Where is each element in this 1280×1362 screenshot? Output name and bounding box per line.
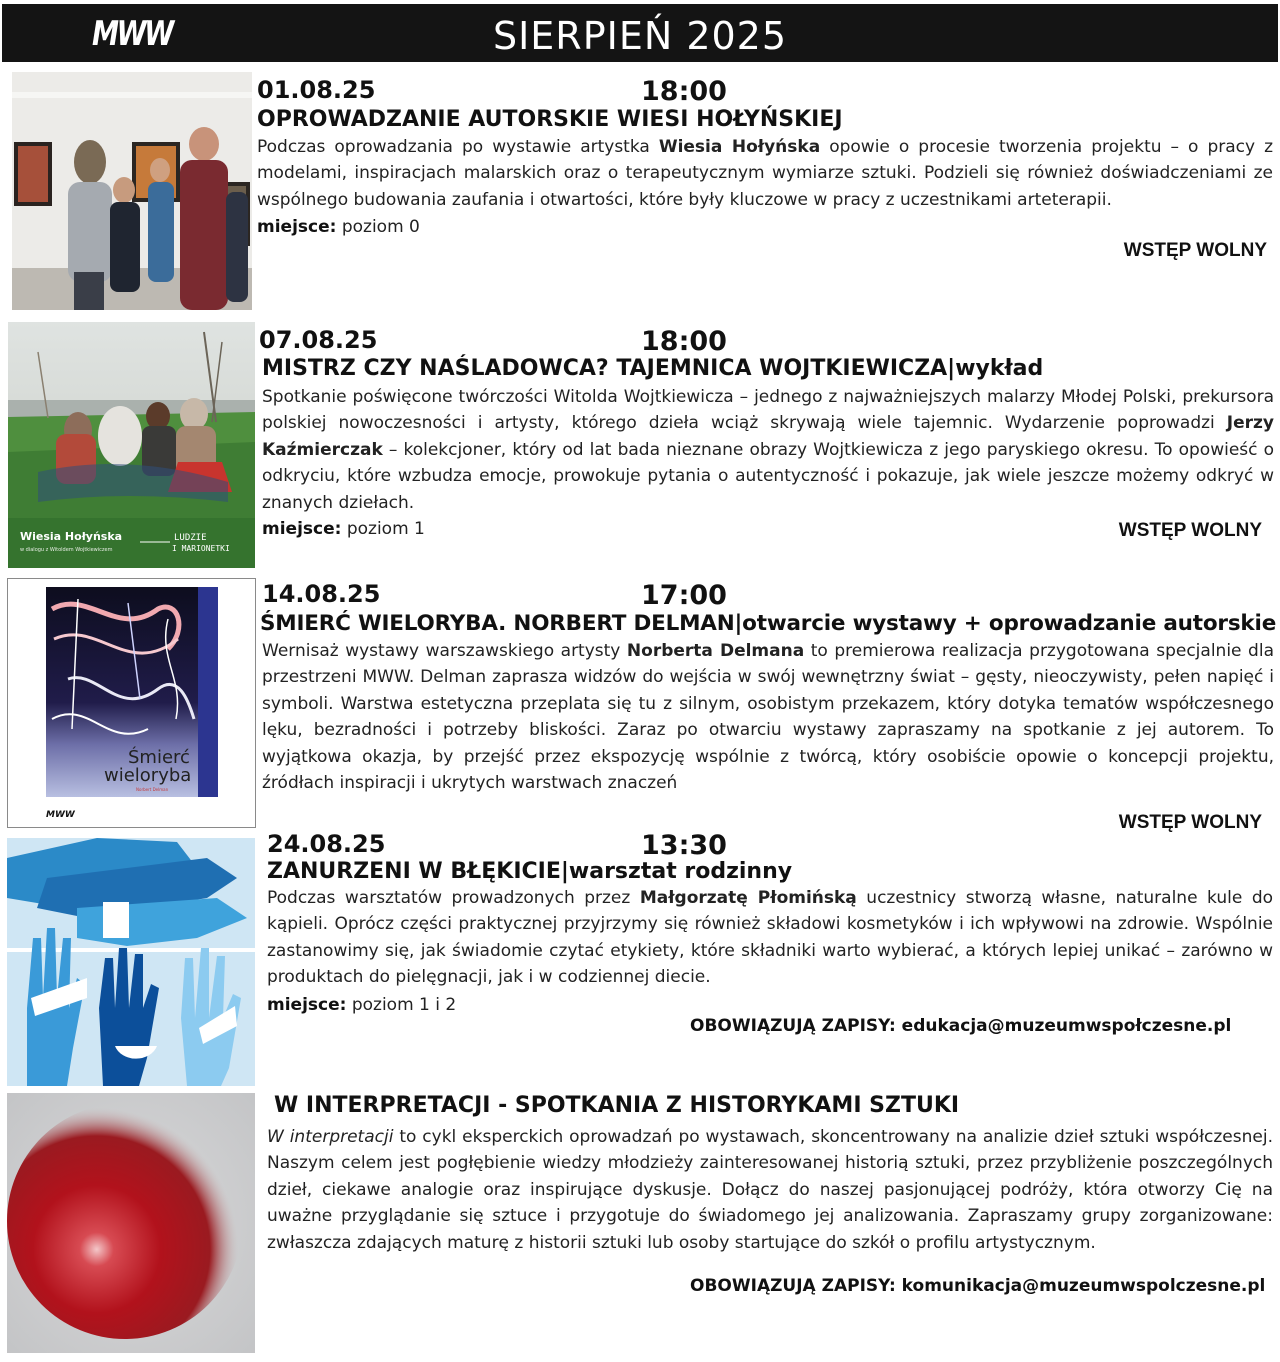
event-2-poster: [8, 322, 255, 568]
event-description: Podczas warsztatów prowadzonych przez Małgorzatę Płomińską uczestnicy stworzą własne, naturalne kule do kąpieli. Oprócz części praktycznej przyjrzymy się również składowi kosmetyków i ich wpływowi na zdrowie. Wspólnie zastanowimy się, jak świadomie czytać etykiety, które składniki warto wybierać, a których lepiej unikać – zarówno w produktach do pielęgnacji, jak i w codziennej diecie.: [267, 888, 1274, 988]
event-description: W interpretacji to cykl eksperckich oprowadzań po wystawach, skoncentrowany na analizie dzieł sztuki współczesnej. Naszym celem jest pogłębienie wiedzy młodzieży zainteresowanej historią sztuki, przez przybliżenie poszczególnych dzieł, ciekawe analogie oraz inspirujące dyskusje. Dołącz do naszej pasjonującej podróży, która otworzy Cię na uważne przyglądanie się sztuce i przygotuje do świadomego jej analizowania. Zapraszamy grupy zorganizowane: zwłaszcza zdających maturę z historii sztuki lub osoby startujące do szkół o profilu artystycznym.: [267, 1127, 1273, 1253]
event-title: MISTRZ CZY NAŚLADOWCA? TAJEMNICA WOJTKIEWICZA|wykład: [262, 356, 1044, 381]
event-4: [267, 830, 1273, 1040]
lecturer-name: Jerzy Kaźmierczak: [262, 413, 1274, 460]
registration-required-label: OBOWIĄZUJĄ ZAPISY: komunikacja@muzeumwspolczesne.pl: [690, 1276, 1266, 1296]
event-time: 18:00: [641, 326, 727, 357]
event-description: Spotkanie poświęcone twórczości Witolda Wojtkiewicza – jednego z najważniejszych malarzy Młodej Polski, prekursora polskiej nowoczesności i artysty, którego dzieła wciąż skrywają wiele tajemnic. Wydarzenie poprowadzi Jerzy Kaźmierczak – kolekcjoner, który od lat bada nieznane obrazy Wojtkiewicza z jego paryskiego okresu. To opowieść o odkryciu, które wzbudza emocje, prowokuje pytania o autentyczność i pokazuje, jak wiele jeszcze możemy odkryć w znanych dziełach.: [262, 387, 1274, 513]
page-title: SIERPIEŃ 2025: [492, 14, 788, 58]
free-entry-label: WSTĘP WOLNY: [1118, 812, 1262, 833]
event-3: [260, 580, 1277, 840]
poster-title-line-1: LUDZIE: [174, 533, 207, 543]
event-description: Podczas oprowadzania po wystawie artystka Wiesia Hołyńska opowie o procesie tworzenia projektu – o pracy z modelami, inspiracjach malarskich oraz o terapeutycznym wymiarze sztuki. Podzieli się również doświadczeniami ze wspólnego budowania zaufania i otwartości, które były kluczowe w pracy z uczestnikami arteterapii.: [257, 137, 1273, 210]
poster-title-line-2: I MARIONETKI: [172, 544, 230, 553]
event-description: Wernisaż wystawy warszawskiego artysty Norberta Delmana to premierowa realizacja przygotowana specjalnie dla przestrzeni MWW. Delman zaprasza widzów do wejścia w swój wewnętrzny świat – gęsty, nieoczywisty, pełen napięć i symboli. Warstwa estetyczna przeplata się tu z silnym, osobistym przekazem, który dotyka tematów współczesnego lęku, bezradności i potrzeby bliskości. Zaraz po otwarciu wystawy zapraszamy na spotkanie z jej autorem. To wyjątkowa okazja, by przejść przez ekspozycję wspólnie z twórcą, który osobiście opowie o koncepcji projektu, źródłach inspiracji i ukrytych warstwach znaczeń: [262, 641, 1274, 794]
event-title: W INTERPRETACJI - SPOTKANIA Z HISTORYKAMI SZTUKI: [274, 1093, 960, 1118]
event-5-image: [7, 1093, 255, 1353]
event-time: 17:00: [641, 580, 727, 611]
ludzie-i-marionetki-poster: [8, 322, 255, 568]
artist-name: Norberta Delmana: [626, 641, 805, 661]
poster-title-line-1: Śmierć: [128, 747, 190, 768]
poster-author: Norbert Delman: [136, 787, 169, 792]
gallery-visitors-illustration: [12, 72, 252, 310]
free-entry-label: WSTĘP WOLNY: [1118, 520, 1262, 541]
event-5: [267, 1093, 1273, 1313]
event-place: miejsce: poziom 1 i 2: [267, 995, 457, 1015]
artist-name: Wiesia Hołyńska: [658, 137, 821, 157]
registration-required-label: OBOWIĄZUJĄ ZAPISY: edukacja@muzeumwspołczesne.pl: [690, 1016, 1232, 1036]
smierc-wieloryba-poster: [8, 579, 255, 827]
mww-logo: MWW: [92, 14, 172, 54]
event-place: miejsce: poziom 1: [262, 519, 425, 539]
event-3-poster: [7, 578, 256, 828]
event-place: miejsce: poziom 0: [257, 217, 420, 237]
event-date: 14.08.25: [262, 580, 381, 608]
event-2: [259, 326, 1274, 556]
event-1-photo: [12, 72, 252, 310]
event-4-illustration: [7, 838, 255, 1086]
poster-title-line-2: wieloryba: [104, 765, 192, 786]
event-date: 07.08.25: [259, 326, 378, 354]
event-time: 13:30: [641, 830, 727, 861]
poster-mww-logo: MWW: [46, 810, 75, 820]
poster-artist-name: Wiesia Hołyńska: [20, 530, 123, 543]
red-sphere-image: [7, 1093, 255, 1353]
blue-hands-illustration: [7, 838, 255, 1086]
page-header: [2, 4, 1278, 62]
event-1: [257, 76, 1273, 316]
poster-subtitle: w dialogu z Witoldem Wojtkiewiczem: [20, 547, 113, 553]
event-date: 01.08.25: [257, 76, 376, 104]
event-time: 18:00: [641, 76, 727, 107]
instructor-name: Małgorzatę Płomińską: [639, 888, 857, 908]
event-date: 24.08.25: [267, 830, 386, 858]
free-entry-label: WSTĘP WOLNY: [1123, 240, 1267, 261]
event-title: ŚMIERĆ WIELORYBA. NORBERT DELMAN|otwarcie wystawy + oprowadzanie autorskie: [260, 611, 1277, 636]
event-title: OPROWADZANIE AUTORSKIE WIESI HOŁYŃSKIEJ: [257, 107, 843, 132]
event-title: ZANURZENI W BŁĘKICIE|warsztat rodzinny: [267, 859, 793, 884]
